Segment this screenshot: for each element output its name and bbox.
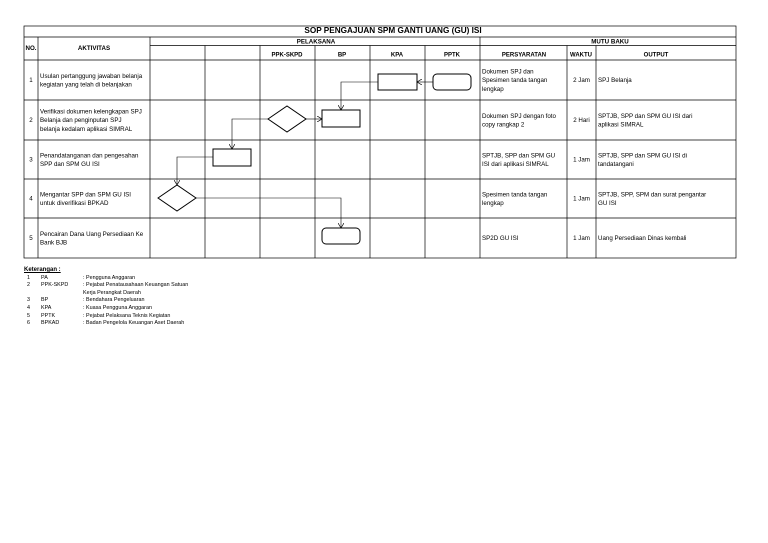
header-aktivitas: AKTIVITAS <box>77 45 111 52</box>
row-persyaratan-line: copy rangkap 2 <box>482 121 525 129</box>
row-persyaratan <box>482 191 548 207</box>
row-output <box>598 77 632 84</box>
row-output-line: aplikasi SIMRAL <box>598 121 644 129</box>
row-persyaratan-line: lengkap <box>482 200 504 207</box>
row-persyaratan-line: Dokumen SPJ dengan foto <box>482 112 556 120</box>
row-aktivitas-line: Belanja dan penginputan SPJ <box>40 117 122 125</box>
table-grid <box>24 26 736 258</box>
row-waktu: 1 Jam <box>573 195 590 203</box>
row-aktivitas-line: Penandatanganan dan pengesahan <box>40 152 139 160</box>
row-number: 2 <box>29 117 33 125</box>
legend-item-desc: Kerja Perangkat Daerah <box>83 289 141 296</box>
row-output <box>598 152 687 168</box>
row-aktivitas-line: Usulan pertanggung jawaban belanja <box>40 72 143 80</box>
row-output-line: Uang Persediaan Dinas kembali <box>598 235 687 243</box>
row-output <box>598 235 686 242</box>
row-persyaratan-line: lengkap <box>482 85 504 93</box>
legend-item <box>24 282 324 290</box>
row-output-line: SPTJB, SPP, SPM dan surat pengantar <box>598 191 707 199</box>
header-waktu: WAKTU <box>570 52 592 59</box>
legend-item-number: 3 <box>27 297 30 304</box>
row-aktivitas <box>40 152 139 168</box>
header-no: NO. <box>25 45 37 52</box>
header-pelaksana: PELAKSANA <box>296 38 336 46</box>
header-role-kpa: KPA <box>390 52 404 59</box>
row-aktivitas-line: SPP dan SPM GU ISI <box>40 161 100 168</box>
process-box-kpa-1 <box>378 74 417 90</box>
header-output: OUTPUT <box>643 52 669 59</box>
legend-item-number <box>24 290 41 298</box>
row-persyaratan <box>482 69 548 93</box>
process-box-pa-3 <box>213 149 251 166</box>
flow-connectors <box>177 82 433 228</box>
connector-kpa-to-bp <box>341 82 378 110</box>
header-mutu-baku: MUTU BAKU <box>591 38 629 46</box>
connector-pa-box-to-diamond <box>177 157 213 185</box>
row-waktu: 1 Jam <box>573 235 590 243</box>
legend-item-abbr: PA <box>41 274 48 281</box>
legend-item-abbr: BPKAD <box>41 320 60 327</box>
legend-item-number: 2 <box>27 282 30 289</box>
legend-item-number: 5 <box>27 312 30 319</box>
row-waktu: 1 Jam <box>573 156 590 164</box>
legend-item <box>24 275 324 283</box>
legend-item-desc: : Bendahara Pengeluaran <box>83 297 145 304</box>
header-role-pptk: PPTK <box>443 52 461 59</box>
legend-item <box>24 297 324 305</box>
row-aktivitas-line: belanja kedalam aplikasi SIMRAL <box>40 125 133 133</box>
header-role-ppk-skpd: PPK-SKPD <box>271 52 303 59</box>
legend-item-abbr <box>41 290 83 298</box>
row-aktivitas <box>40 231 144 247</box>
legend-item-number: 4 <box>27 304 30 311</box>
row-number: 5 <box>29 235 33 243</box>
header-persyaratan: PERSYARATAN <box>501 52 547 59</box>
legend-item-abbr: PPK-SKPD <box>41 282 69 289</box>
row-aktivitas <box>40 73 143 89</box>
row-output-line: SPJ Belanja <box>598 77 632 85</box>
row-output <box>598 191 706 207</box>
row-number: 3 <box>29 156 33 164</box>
row-persyaratan-line: Dokumen SPJ dan <box>482 68 534 76</box>
row-persyaratan <box>482 113 557 129</box>
row-output-line: GU ISI <box>598 200 617 207</box>
row-number: 1 <box>29 77 33 85</box>
row-aktivitas <box>40 109 142 133</box>
row-persyaratan-line: Spesimen tanda tangan <box>482 191 548 199</box>
row-persyaratan <box>482 152 555 168</box>
terminal-box-bp-5 <box>322 228 360 244</box>
row-persyaratan-line: Spesimen tanda tangan <box>482 77 548 85</box>
legend-title: Keterangan : <box>24 267 61 273</box>
row-aktivitas-line: Bank BJB <box>40 239 68 247</box>
row-output-line: SPTJB, SPP dan SPM GU ISI di <box>598 152 687 160</box>
row-aktivitas <box>40 191 131 207</box>
terminal-box-pptk-1 <box>433 74 471 90</box>
row-output-line: tandatangani <box>598 161 634 168</box>
row-aktivitas-line: untuk diverifikasi BPKAD <box>40 200 109 207</box>
row-persyaratan-line: SP2D GU ISI <box>482 235 519 243</box>
row-aktivitas-line: kegiatan yang telah di belanjakan <box>40 81 132 89</box>
legend-item-number: 6 <box>27 320 30 327</box>
legend-item-abbr: PPTK <box>41 312 56 319</box>
row-aktivitas-line: Verifikasi dokumen kelengkapan SPJ <box>40 108 142 116</box>
row-persyaratan <box>482 235 519 242</box>
row-persyaratan-line: ISI dari aplikasi SIMRAL <box>482 161 549 168</box>
row-aktivitas-line: Pencairan Dana Uang Persediaan Ke <box>40 230 144 238</box>
legend-item <box>24 305 324 313</box>
legend-item-desc: : Pejabat Penatausahaan Keuangan Satuan <box>83 282 189 289</box>
legend-items <box>24 275 324 328</box>
legend-item-number: 1 <box>27 274 30 281</box>
activity-rows <box>29 69 706 247</box>
legend-keterangan <box>24 267 324 328</box>
legend-item-abbr: BP <box>41 297 49 304</box>
row-persyaratan-line: SPTJB, SPP dan SPM GU <box>482 152 556 160</box>
legend-item-desc: : Pengguna Anggaran <box>83 274 136 281</box>
decision-diamond-aktivitas-4 <box>158 185 196 211</box>
legend-item <box>24 320 324 328</box>
row-waktu: 2 Hari <box>573 117 590 125</box>
row-aktivitas-line: Mengantar SPP dan SPM GU ISI <box>40 191 132 199</box>
legend-item-desc: : Pejabat Pelaksana Teknis Kegiatan <box>83 312 171 319</box>
decision-diamond-ppk-skpd-2 <box>268 106 306 132</box>
row-number: 4 <box>29 195 33 203</box>
row-waktu: 2 Jam <box>573 77 590 85</box>
process-box-bp-2 <box>322 110 360 127</box>
row-output <box>598 113 692 129</box>
sop-title: SOP PENGAJUAN SPM GANTI UANG (GU) ISI <box>304 26 482 35</box>
row-output-line: SPTJB, SPP dan SPM GU ISI dari <box>598 112 693 120</box>
legend-item <box>24 290 324 298</box>
connector-diamond-to-pa-box <box>232 119 268 149</box>
legend-item <box>24 313 324 321</box>
connector-diamond-to-terminal <box>196 198 341 228</box>
legend-item-desc: : Kuasa Pengguna Anggaran <box>83 304 152 311</box>
header-role-bp: BP <box>337 52 347 59</box>
legend-item-abbr: KPA <box>41 304 52 311</box>
legend-item-desc: : Badan Pengelola Keuangan Aset Daerah <box>83 320 185 327</box>
